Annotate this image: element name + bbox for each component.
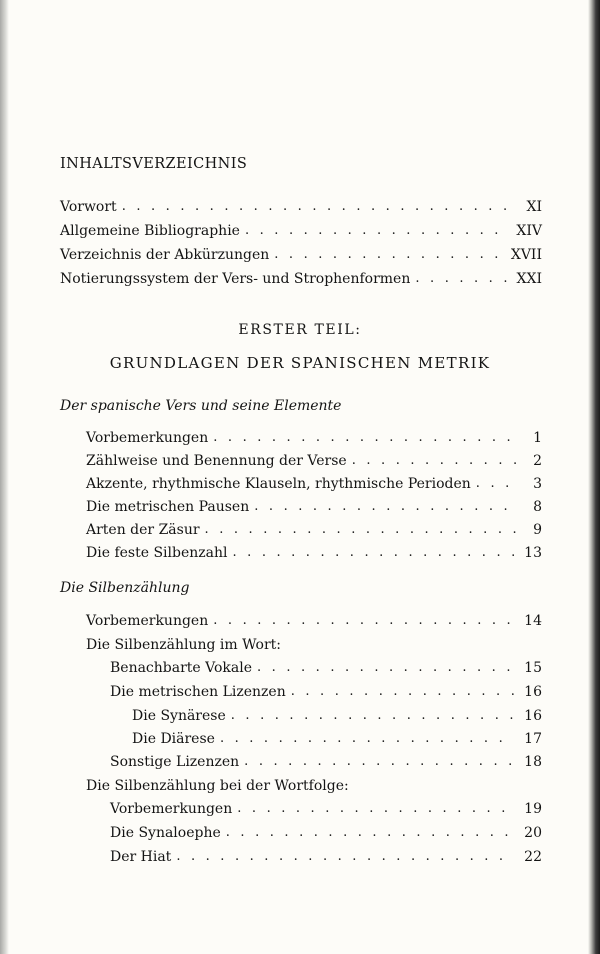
leader-dots <box>231 707 514 725</box>
section-title: Der spanische Vers und seine Elemente <box>60 398 342 414</box>
entry-page: 17 <box>524 731 542 747</box>
leader-dots <box>176 848 514 866</box>
leader-dots <box>257 659 514 677</box>
entry-page: XVII <box>510 247 542 263</box>
toc-entry <box>86 425 542 447</box>
toc-entry-abkuerzungen <box>60 242 542 264</box>
entry-label: Die metrischen Pausen <box>86 499 250 515</box>
toc-entry <box>86 540 542 562</box>
leader-dots <box>274 246 501 264</box>
toc-entry <box>86 517 542 539</box>
entry-label: Die Silbenzählung im Wort: <box>86 637 282 653</box>
entry-label: Vorbemerkungen <box>86 430 209 446</box>
entry-page: 18 <box>524 754 542 770</box>
entry-page: 8 <box>533 499 542 515</box>
leader-dots <box>232 544 514 562</box>
leader-dots <box>213 429 516 447</box>
leader-dots <box>213 612 514 630</box>
entry-label: Die Synärese <box>132 708 226 724</box>
entry-page: 16 <box>524 684 542 700</box>
toc-heading: INHALTSVERZEICHNIS <box>60 156 248 172</box>
toc-subheading <box>86 632 542 654</box>
entry-page: 15 <box>524 660 542 676</box>
entry-page: XIV <box>516 223 542 239</box>
entry-label: Vorwort <box>60 199 117 215</box>
leader-dots <box>122 198 516 216</box>
toc-entry <box>110 796 542 818</box>
leader-dots <box>352 452 516 470</box>
entry-label: Verzeichnis der Abkürzungen <box>60 247 270 263</box>
entry-label: Die Silbenzählung bei der Wortfolge: <box>86 778 349 794</box>
leader-dots <box>226 824 514 842</box>
toc-subheading <box>86 773 542 795</box>
entry-label: Akzente, rhythmische Klauseln, rhythmische Perioden <box>86 476 471 492</box>
toc-entry <box>86 471 542 493</box>
page-right-edge <box>588 0 600 954</box>
toc-entry <box>132 726 542 748</box>
entry-label: Die metrischen Lizenzen <box>110 684 286 700</box>
leader-dots <box>291 683 514 701</box>
toc-entry <box>132 703 542 725</box>
entry-label: Die Diärese <box>132 731 215 747</box>
entry-page: 3 <box>533 476 542 492</box>
toc-entry <box>110 820 542 842</box>
leader-dots <box>476 475 516 493</box>
entry-label: Zählweise und Benennung der Verse <box>86 453 347 469</box>
entry-label: Benachbarte Vokale <box>110 660 253 676</box>
leader-dots <box>220 730 514 748</box>
toc-entry-bibliographie <box>60 218 542 240</box>
entry-label: Die Synaloephe <box>110 825 221 841</box>
toc-entry <box>110 749 542 771</box>
entry-page: 16 <box>524 708 542 724</box>
entry-label: Sonstige Lizenzen <box>110 754 240 770</box>
toc-entry <box>110 844 542 866</box>
leader-dots <box>205 521 516 539</box>
toc-entry-notierungssystem <box>60 266 542 288</box>
part-label: ERSTER TEIL: <box>238 322 362 338</box>
leader-dots <box>415 270 506 288</box>
entry-page: 13 <box>524 545 542 561</box>
entry-page: 14 <box>524 613 542 629</box>
toc-entry <box>86 448 542 470</box>
entry-page: 9 <box>533 522 542 538</box>
leader-dots <box>244 753 514 771</box>
leader-dots <box>237 800 514 818</box>
entry-label: Vorbemerkungen <box>86 613 209 629</box>
entry-page: 19 <box>524 801 542 817</box>
toc-entry <box>110 655 542 677</box>
entry-page: XI <box>526 199 542 215</box>
leader-dots <box>254 498 516 516</box>
entry-label: Der Hiat <box>110 849 172 865</box>
entry-label: Notierungssystem der Vers- und Strophenformen <box>60 271 411 287</box>
leader-dots <box>245 222 506 240</box>
entry-page: 1 <box>533 430 542 446</box>
toc-entry <box>86 494 542 516</box>
entry-page: XXI <box>516 271 542 287</box>
page-left-edge <box>0 0 9 954</box>
entry-page: 22 <box>524 849 542 865</box>
entry-page: 2 <box>533 453 542 469</box>
toc-entry <box>110 679 542 701</box>
entry-label: Arten der Zäsur <box>86 522 200 538</box>
section-title: Die Silbenzählung <box>60 580 190 596</box>
entry-label: Die feste Silbenzahl <box>86 545 228 561</box>
toc-entry <box>86 608 542 630</box>
entry-label: Allgemeine Bibliographie <box>60 223 240 239</box>
entry-label: Vorbemerkungen <box>110 801 233 817</box>
entry-page: 20 <box>524 825 542 841</box>
part-title: GRUNDLAGEN DER SPANISCHEN METRIK <box>109 354 491 372</box>
toc-entry-vorwort <box>60 194 542 216</box>
